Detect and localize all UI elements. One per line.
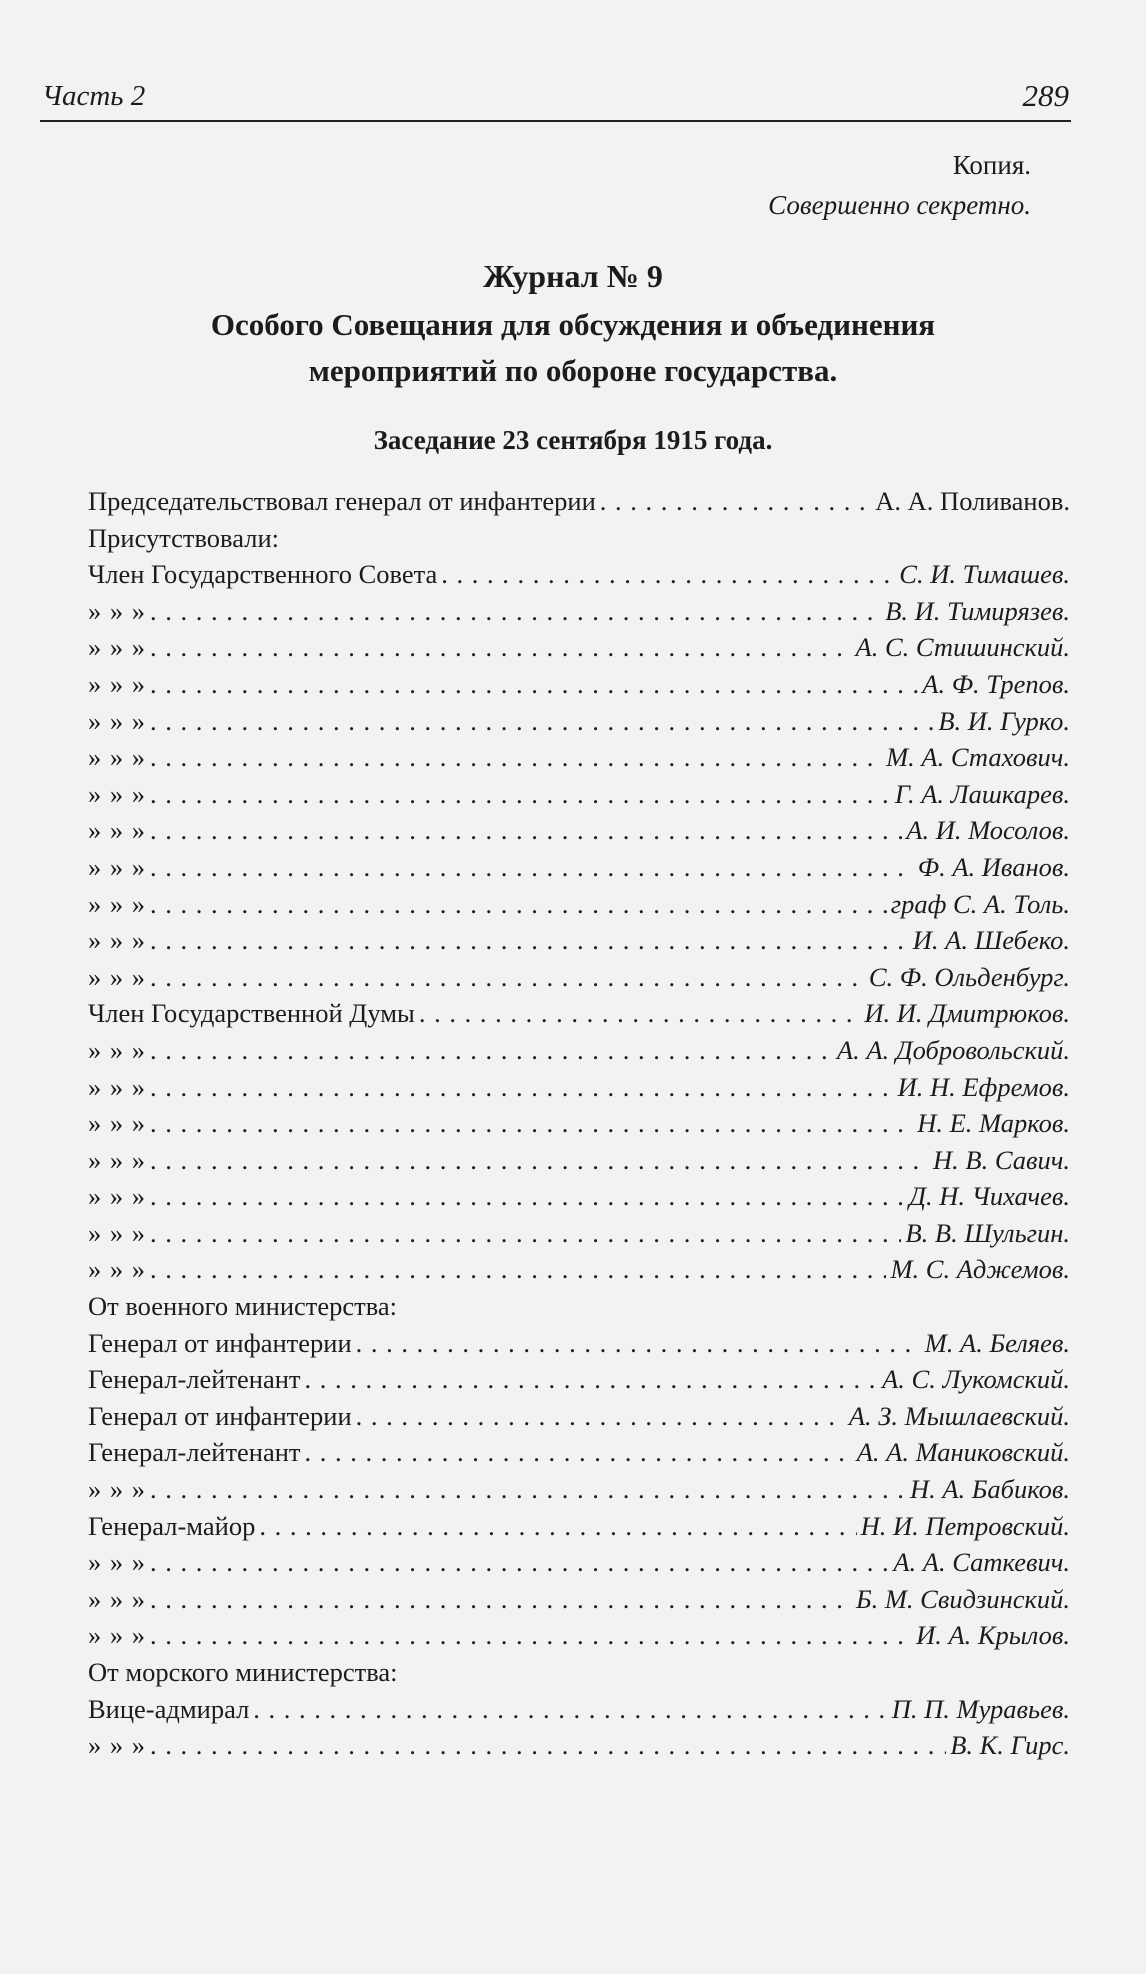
attendee-title: » » »	[88, 1474, 146, 1505]
attendee-name: В. К. Гирс.	[950, 1730, 1070, 1761]
navy-ministry-heading: От морского министерства:	[88, 1657, 398, 1687]
attendee-row	[88, 1072, 1070, 1109]
attendee-title: » » »	[88, 1547, 146, 1578]
attendee-name: Г. А. Лашкарев.	[894, 778, 1070, 809]
navy-ministry-group	[88, 1694, 1070, 1767]
attendee-row	[88, 889, 1070, 926]
leader-dots	[356, 1401, 845, 1432]
part-label: Часть 2	[42, 80, 146, 112]
leader-dots	[150, 1474, 906, 1505]
attendee-row	[88, 1474, 1070, 1511]
attendee-title: » » »	[88, 961, 146, 992]
leader-dots	[150, 1620, 912, 1651]
leader-dots	[150, 596, 881, 627]
attendee-row	[88, 706, 1070, 743]
attendee-title: Генерал-лейтенант	[88, 1364, 301, 1395]
attendee-row	[88, 1145, 1070, 1182]
leader-dots	[150, 1218, 901, 1249]
attendee-name: В. И. Гурко.	[938, 705, 1070, 736]
leader-dots	[441, 559, 895, 590]
attendee-title: » » »	[88, 925, 146, 956]
attendee-title: » » »	[88, 632, 146, 663]
attendee-title: » » »	[88, 1181, 146, 1212]
leader-dots	[150, 632, 852, 663]
attendee-row	[88, 1547, 1070, 1584]
leader-dots	[356, 1328, 921, 1359]
attendee-title: » » »	[88, 1620, 146, 1651]
attendee-name: А. И. Мосолов.	[906, 815, 1070, 846]
attendee-name: А. Ф. Трепов.	[922, 668, 1070, 699]
attendee-row	[88, 742, 1070, 779]
attendee-name: С. И. Тимашев.	[899, 559, 1070, 590]
attendee-name: М. А. Беляев.	[924, 1327, 1070, 1358]
attendee-row	[88, 1584, 1070, 1621]
attendee-title: » » »	[88, 1108, 146, 1139]
attendee-name: А. А. Маниковский.	[856, 1437, 1070, 1468]
attendee-title: Член Государственного Совета	[88, 559, 438, 590]
leader-dots	[150, 1035, 833, 1066]
attendee-row	[88, 1181, 1070, 1218]
leader-dots	[150, 779, 891, 810]
attendee-title: » » »	[88, 1583, 146, 1614]
attendee-name: В. В. Шульгин.	[905, 1217, 1070, 1248]
attendee-title: Генерал-лейтенант	[88, 1437, 301, 1468]
attendee-name: Н. В. Савич.	[933, 1144, 1070, 1175]
attendee-title: » » »	[88, 668, 146, 699]
attendee-title: Генерал-майор	[88, 1510, 256, 1541]
present-heading: Присутствовали:	[88, 522, 279, 553]
journal-title: Журнал № 9	[483, 258, 663, 294]
attendee-row	[88, 1108, 1070, 1145]
attendee-row	[88, 998, 1070, 1035]
attendee-name: А. А. Добровольский.	[836, 1034, 1070, 1065]
leader-dots	[150, 669, 918, 700]
leader-dots	[259, 1511, 856, 1542]
attendee-row	[88, 779, 1070, 816]
leader-dots	[150, 852, 914, 883]
attendee-row	[88, 1511, 1070, 1548]
attendee-name: И. А. Крылов.	[916, 1620, 1070, 1651]
attendee-name: М. А. Стахович.	[886, 742, 1070, 773]
chair-name: А. А. Поливанов.	[875, 486, 1070, 516]
attendee-title: » » »	[88, 888, 146, 919]
leader-dots	[305, 1364, 879, 1395]
attendee-name: И. А. Шебеко.	[912, 925, 1070, 956]
attendee-name: И. И. Дмитрюков.	[864, 998, 1070, 1029]
attendee-title: Генерал от инфантерии	[88, 1327, 352, 1358]
leader-dots	[150, 962, 865, 993]
war-ministry-heading: От военного министерства:	[88, 1291, 398, 1322]
leader-dots	[150, 1145, 929, 1176]
attendee-title: Вице-адмирал	[88, 1693, 250, 1724]
attendee-row	[88, 1364, 1070, 1401]
running-header	[40, 70, 1071, 122]
attendee-name: Д. Н. Чихачев.	[909, 1181, 1070, 1212]
attendee-title: » » »	[88, 1034, 146, 1065]
attendee-row	[88, 1254, 1070, 1291]
copy-mark: Копия.	[952, 150, 1031, 180]
attendee-name: Н. А. Бабиков.	[909, 1474, 1070, 1505]
attendee-title: Генерал от инфантерии	[88, 1400, 352, 1431]
attendee-name: В. И. Тимирязев.	[885, 595, 1070, 626]
leader-dots	[150, 742, 882, 773]
leader-dots	[150, 815, 902, 846]
attendee-title: » » »	[88, 1144, 146, 1175]
leader-dots	[150, 1181, 905, 1212]
attendee-name: Б. М. Свидзинский.	[855, 1583, 1070, 1614]
leader-dots	[150, 1730, 946, 1761]
attendee-name: И. Н. Ефремов.	[897, 1071, 1070, 1102]
attendee-name: П. П. Муравьев.	[891, 1693, 1070, 1724]
attendee-title: » » »	[88, 851, 146, 882]
leader-dots	[150, 706, 934, 737]
attendee-name: граф С. А. Толь.	[890, 888, 1070, 919]
leader-dots	[150, 1584, 852, 1615]
leader-dots	[600, 486, 871, 517]
attendee-title: » » »	[88, 1217, 146, 1248]
leader-dots	[150, 889, 887, 920]
leader-dots	[150, 1072, 894, 1103]
attendee-row	[88, 596, 1070, 633]
attendee-row	[88, 632, 1070, 669]
attendee-row	[88, 669, 1070, 706]
attendee-name: А. С. Лукомский.	[882, 1364, 1070, 1395]
secret-mark: Совершенно секретно.	[768, 190, 1031, 220]
attendee-title: » » »	[88, 778, 146, 809]
members-group	[88, 559, 1070, 1291]
attendee-list	[88, 486, 1070, 1767]
attendee-row	[88, 1035, 1070, 1072]
attendee-name: А. А. Саткевич.	[893, 1547, 1070, 1578]
attendee-title: » » »	[88, 742, 146, 773]
attendee-name: С. Ф. Ольденбург.	[868, 961, 1070, 992]
attendee-title: » » »	[88, 705, 146, 736]
attendee-row	[88, 559, 1070, 596]
attendee-name: Н. Е. Марков.	[917, 1108, 1070, 1139]
attendee-row	[88, 1437, 1070, 1474]
chair-row	[88, 486, 1070, 523]
attendee-row	[88, 1694, 1070, 1731]
attendee-row	[88, 1730, 1070, 1767]
attendee-title: » » »	[88, 815, 146, 846]
leader-dots	[419, 998, 861, 1029]
attendee-row	[88, 1401, 1070, 1438]
attendee-title: » » »	[88, 1254, 146, 1285]
leader-dots	[150, 925, 909, 956]
attendee-row	[88, 815, 1070, 852]
leader-dots	[150, 1108, 913, 1139]
attendee-name: А. С. Стишинский.	[855, 632, 1070, 663]
war-ministry-group	[88, 1328, 1070, 1657]
chair-label: Председательствовал генерал от инфантерии	[88, 486, 596, 516]
attendee-title: Член Государственной Думы	[88, 998, 415, 1029]
attendee-name: Н. И. Петровский.	[860, 1510, 1070, 1541]
attendee-row	[88, 1620, 1070, 1657]
leader-dots	[253, 1694, 887, 1725]
attendee-title: » » »	[88, 1071, 146, 1102]
session-date: Заседание 23 сентября 1915 года.	[373, 425, 773, 455]
attendee-row	[88, 962, 1070, 999]
title-line-2: мероприятий по обороне государства.	[308, 353, 838, 388]
attendee-title: » » »	[88, 595, 146, 626]
attendee-name: Ф. А. Иванов.	[917, 851, 1070, 882]
attendee-name: А. З. Мышлаевский.	[848, 1400, 1070, 1431]
attendee-name: М. С. Аджемов.	[890, 1254, 1070, 1285]
leader-dots	[150, 1254, 886, 1285]
leader-dots	[150, 1547, 889, 1578]
attendee-row	[88, 852, 1070, 889]
leader-dots	[305, 1437, 853, 1468]
attendee-row	[88, 1218, 1070, 1255]
attendee-row	[88, 925, 1070, 962]
attendee-title: » » »	[88, 1730, 146, 1761]
page-number: 289	[1022, 78, 1069, 113]
attendee-row	[88, 1328, 1070, 1365]
title-line-1: Особого Совещания для обсуждения и объединения	[210, 307, 936, 342]
